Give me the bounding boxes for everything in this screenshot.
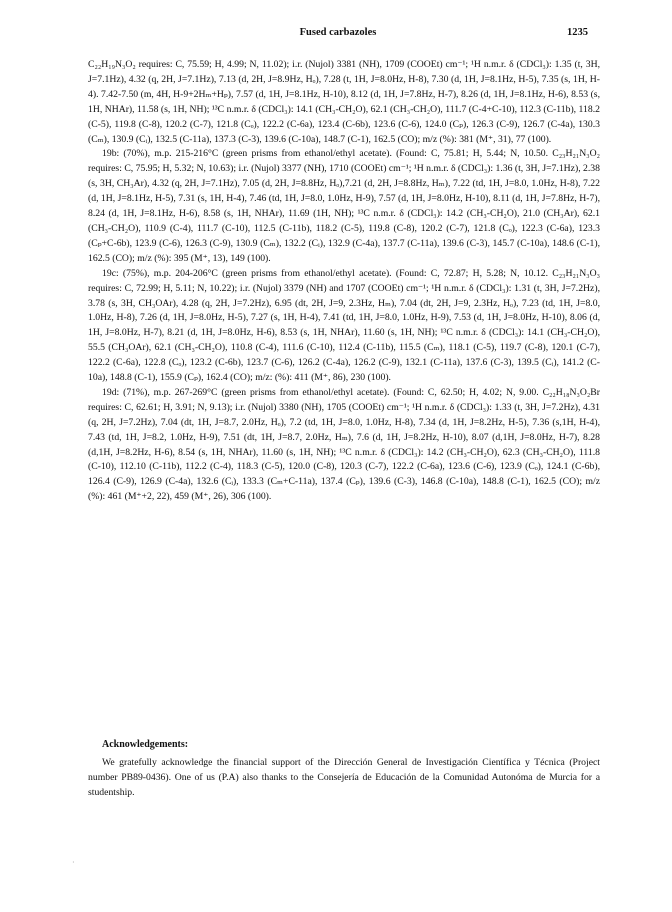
running-header [88,27,588,41]
running-title: Fused carbazoles [299,27,377,38]
compound-19d-data: 19d: (71%), m.p. 267-269°C (green prisms from ethanol/ethyl acetate). (Found: C, 62.50; H, 4.02; N, 9.00. C₂₂H₁₈N₃O₂Br requires: C, 62.61; H, 3.91; N, 9.13); i.r. (Nujol) 3380 (NH), 1705 (COOEt) cm⁻¹; ¹H n.m.r. δ (CDCl₃): 1.33 (t, 3H, J=7.2Hz), 4.31 (q, 2H, J=7.2Hz), 7.04 (dt, 1H, J=8.7, 2.0Hz, Hₒ), 7.2 (td, 1H, J=8.0, 1.0Hz, H-8), 7.34 (d, 1H, J=8.2Hz, H-5), 7.36 (s,1H, H-4), 7.43 (td, 1H, J=8.2, 1.0Hz, H-9), 7.51 (dt, 1H, J=8.7, 2.0Hz, Hₘ), 7.6 (d, 1H, J=8.2Hz, H-10), 8.07 (d,1H, J=8.0Hz, H-7), 8.28 (d,1H, J=8.2Hz, H-6), 8.54 (s, 1H, NHAr), 11.60 (s, 1H, NH); ¹³C n.m.r. δ (CDCl₃): 14.2 (CH₃-CH₂O), 62.3 (CH₃-CH₂O), 111.8 (C-10), 112.10 (C-11b), 112.2 (C-4), 118.3 (C-5), 120.0 (C-8), 120.3 (C-7), 122.2 (C-6a), 123.6 (C-6), 123.9 (Cₒ), 124.1 (C-6b), 126.4 (C-9), 126.9 (C-4a), 132.6 (Cᵢ), 133.3 (Cₘ+C-11a), 137.4 (Cₚ), 139.6 (C-3), 146.8 (C-10a), 148.8 (C-1), 162.5 (CO); m/z (%): 461 (M⁺+2, 22), 459 (M⁺, 26), 306 (100). [88,386,600,503]
scan-mark: · [72,858,75,867]
acknowledgements-heading: Acknowledgements: [102,739,189,750]
page-number: 1235 [567,27,588,38]
experimental-section [88,58,600,505]
compound-19c-data: 19c: (75%), m.p. 204-206°C (green prisms from ethanol/ethyl acetate). (Found: C, 72.87; H, 5.28; N, 10.12. C₂₃H₂₁N₃O₃ requires: C, 72.99; H, 5.11; N, 10.22); i.r. (Nujol) 3379 (NH) and 1707 (COOEt) cm⁻¹; ¹H n.m.r. δ (CDCl₃): 1.31 (t, 3H, J=7.2Hz), 3.78 (s, 3H, CH₃OAr), 4.28 (q, 2H, J=7.2Hz), 6.95 (dt, 2H, J=9, 2.3Hz, Hₘ), 7.04 (dt, 2H, J=9, 2.3Hz, Hₒ), 7.23 (td, 1H, J=8.0, 1.0Hz, H-8), 7.26 (d, 1H, J=8.0Hz, H-5), 7.27 (s, 1H, H-4), 7.41 (td, 1H, J=8.0, 1.0Hz, H-9), 7.53 (d, 1H, J=8.0Hz, H-10), 8.06 (d, 1H, J=8.0Hz, H-7), 8.21 (d, 1H, J=8.0Hz, H-6), 8.53 (s, 1H, NHAr), 11.60 (s, 1H, NH); ¹³C n.m.r. δ (CDCl₃): 14.1 (CH₃-CH₂O), 55.5 (CH₃OAr), 62.1 (CH₃-CH₂O), 110.8 (C-4), 111.6 (C-10), 112.4 (C-11b), 115.5 (Cₘ), 118.1 (C-5), 119.7 (C-8), 120.1 (C-7), 122.2 (C-6a), 122.8 (Cₒ), 123.2 (C-6b), 123.7 (C-6), 126.2 (C-4a), 126.2 (C-9), 132.1 (C-11a), 137.6 (C-3), 139.5 (Cᵢ), 141.2 (C-10a), 148.8 (C-1), 155.9 (Cₚ), 162.4 (CO); m/z: (%): 411 (M⁺, 86), 230 (100). [88,267,600,384]
acknowledgements-text: We gratefully acknowledge the financial support of the Dirección General de Investigación Científica y Técnica (Project number PB89-0436). One of us (P.A) also thanks to the Consejería de Educación de la Comunidad Autonóma de Murcia for a studentship. [88,757,600,798]
compound-19b-data: 19b: (70%), m.p. 215-216°C (green prisms from ethanol/ethyl acetate). (Found: C, 75.81; H, 5.44; N, 10.50. C₂₃H₂₁N₃O₂ requires: C, 75.95; H, 5.32; N, 10.63); i.r. (Nujol) 3377 (NH), 1710 (COOEt) cm⁻¹; ¹H n.m.r. δ (CDCl₃): 1.36 (t, 3H, J=7.1Hz), 2.38 (s, 3H, CH₃Ar), 4.32 (q, 2H, J=7.1Hz), 7.05 (d, 2H, J=8.8Hz, Hₒ),7.21 (d, 2H, J=8.8Hz, Hₘ), 7.22 (td, 1H, J=8.0, 1.0Hz, H-8), 7.22 (d, 1H, J=8.1Hz, H-5), 7.31 (s, 1H, H-4), 7.46 (td, 1H, J=8.0, 1.0Hz, H-9), 7.57 (d, 1H, J=8.0Hz, H-10), 8.11 (d, 1H, J=7.8Hz, H-7), 8.24 (d, 1H, J=8.1Hz, H-6), 8.58 (s, 1H, NHAr), 11.69 (1H, NH); ¹³C n.m.r. δ (CDCl₃): 14.2 (CH₃-CH₂O), 21.0 (CH₃Ar), 62.1 (CH₃-CH₂O), 110.9 (C-4), 111.7 (C-10), 112.5 (C-11b), 118.2 (C-5), 119.8 (C-8), 120.2 (C-7), 121.8 (Cₒ), 122.3 (C-6a), 123.3 (Cₚ+C-6b), 123.9 (C-6), 126.3 (C-9), 130.9 (Cₘ), 132.2 (Cᵢ), 132.9 (C-4a), 137.7 (C-11a), 139.6 (C-3), 145.7 (C-10a), 148.6 (C-1), 162.5 (CO); m/z (%): 395 (M⁺, 13), 149 (100). [88,148,600,264]
compound-19a-data: C₂₂H₁₉N₃O₂ requires: C, 75.59; H, 4.99; N, 11.02); i.r. (Nujol) 3381 (NH), 1709 (COOEt) cm⁻¹; ¹H n.m.r. δ (CDCl₃): 1.35 (t, 3H, J=7.1Hz), 4.32 (q, 2H, J=7.1Hz), 7.13 (d, 2H, J=8.9Hz, Hₒ), 7.28 (t, 1H, J=8.0Hz, H-8), 7.30 (d, 1H, J=8.1Hz, H-5), 7.35 (s, 1H, H-4). 7.42-7.50 (m, 4H, H-9+2Hₘ+Hₚ), 7.57 (d, 1H, J=8.1Hz, H-10), 8.12 (d, 1H, J=7.8Hz, H-7), 8.26 (d, 1H, J=8.1Hz, H-6), 8.53 (s, 1H, NHAr), 11.58 (s, 1H, NH); ¹³C n.m.r. δ (CDCl₃): 14.1 (CH₃-CH₂O), 62.1 (CH₃-CH₂O), 111.7 (C-4+C-10), 112.3 (C-11b), 118.2 (C-5), 119.8 (C-8), 120.2 (C-7), 121.8 (Cₒ), 122.2 (C-6a), 123.4 (C-6b), 123.6 (C-6), 124.0 (Cₚ), 126.3 (C-9), 126.7 (C-4a), 130.3 (Cₘ), 130.9 (Cᵢ), 132.5 (C-11a), 137.3 (C-3), 139.6 (C-10a), 148.7 (C-1), 162.5 (CO); m/z (%): 381 (M⁺, 31), 77 (100). [88,59,600,145]
